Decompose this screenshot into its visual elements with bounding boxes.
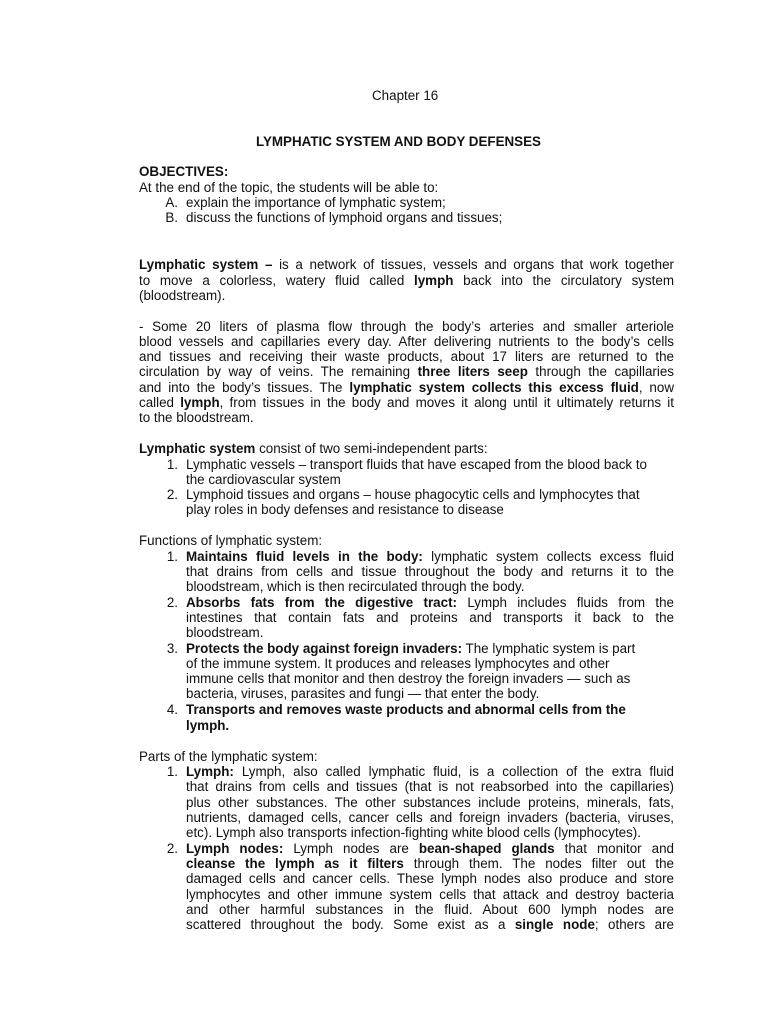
part-item: nutrients, damaged cells, cancer cells and foreign invaders (bacteria, viruses,: [186, 810, 674, 825]
list-number: 1.: [166, 764, 178, 779]
functions-heading: Functions of lymphatic system:: [139, 533, 323, 548]
part-item: cleanse the lymph as it filters through them. The nodes filter out the: [186, 856, 674, 871]
objectives-intro: At the end of the topic, the students will be able to:: [139, 180, 439, 195]
part-item: that drains from cells and tissues (that is not reabsorbed into the capillaries): [186, 779, 674, 794]
objectives-heading: OBJECTIVES:: [139, 164, 229, 179]
function-item: Transports and removes waste products and abnormal cells from the: [186, 702, 626, 717]
definition-line: to move a colorless, watery fluid called lymph back into the circulatory system: [139, 273, 674, 288]
part-item: Lymph: Lymph, also called lymphatic fluid, is a collection of the extra fluid: [186, 764, 674, 779]
plasma-line: circulation by way of veins. The remaining three liters seep through the capillaries: [139, 364, 674, 379]
part-item: scattered throughout the body. Some exist as a single node; others are: [186, 917, 674, 932]
function-item: intestines that contain fats and proteins and transports it back to the: [186, 610, 674, 625]
function-item: immune cells that monitor and then destroy the foreign invaders — such as: [186, 671, 631, 686]
list-item: Lymphatic vessels – transport fluids that have escaped from the blood back to: [186, 457, 647, 472]
parts-intro: Lymphatic system consist of two semi-independent parts:: [139, 441, 488, 456]
function-item: lymph.: [186, 718, 230, 733]
list-number: 2.: [166, 595, 178, 610]
plasma-line: and tissues and receiving their waste products, about 17 liters are returned to the: [139, 349, 674, 364]
objective-item: explain the importance of lymphatic system;: [186, 195, 446, 210]
definition-line: Lymphatic system – is a network of tissues, vessels and organs that work together: [139, 257, 674, 272]
part-item: and other harmful substances in the fluid. About 600 lymph nodes are: [186, 902, 674, 917]
part-item: etc). Lymph also transports infection-fighting white blood cells (lymphocytes).: [186, 825, 641, 840]
part-item: damaged cells and cancer cells. These lymph nodes also produce and store: [186, 871, 674, 886]
list-number: 1.: [166, 549, 178, 564]
part-item: Lymph nodes: Lymph nodes are bean-shaped glands that monitor and: [186, 841, 674, 856]
list-number: 2.: [166, 841, 178, 856]
plasma-line: - Some 20 liters of plasma flow through the body’s arteries and smaller arteriole: [139, 319, 674, 334]
function-item: Absorbs fats from the digestive tract: Lymph includes fluids from the: [186, 595, 674, 610]
definition-term: Lymphatic system –: [139, 257, 273, 272]
part-item: lymphocytes and other immune system cells that attack and destroy bacteria: [186, 887, 674, 902]
list-number: 3.: [166, 641, 178, 656]
objective-marker: B.: [165, 210, 178, 225]
list-number: 1.: [166, 457, 178, 472]
plasma-line: and into the body’s tissues. The lymphatic system collects this excess fluid, now: [139, 380, 674, 395]
function-item: that drains from cells and tissue throughout the body and returns it to the: [186, 564, 674, 579]
list-item: Lymphoid tissues and organs – house phagocytic cells and lymphocytes that: [186, 487, 640, 502]
parts-heading: Parts of the lymphatic system:: [139, 749, 318, 764]
list-number: 4.: [166, 702, 178, 717]
function-item: bacteria, viruses, parasites and fungi — that enter the body.: [186, 686, 540, 701]
definition-line: (bloodstream).: [139, 288, 226, 303]
list-item: play roles in body defenses and resistance to disease: [186, 502, 504, 517]
plasma-line: to the bloodstream.: [139, 410, 254, 425]
plasma-line: blood vessels and capillaries every day. After delivering nutrients to the body’s cells: [139, 334, 674, 349]
chapter-label: Chapter 16: [372, 88, 439, 103]
function-item: Protects the body against foreign invaders: The lymphatic system is part: [186, 641, 636, 656]
part-item: plus other substances. The other substances include proteins, minerals, fats,: [186, 795, 674, 810]
page-title: LYMPHATIC SYSTEM AND BODY DEFENSES: [256, 134, 541, 149]
objective-item: discuss the functions of lymphoid organs and tissues;: [186, 210, 503, 225]
function-item: of the immune system. It produces and releases lymphocytes and other: [186, 656, 610, 671]
list-item: the cardiovascular system: [186, 472, 341, 487]
list-number: 2.: [166, 487, 178, 502]
function-item: Maintains fluid levels in the body: lymphatic system collects excess fluid: [186, 549, 674, 564]
plasma-line: called lymph, from tissues in the body and moves it along until it ultimately returns it: [139, 395, 674, 410]
function-item: bloodstream, which is then recirculated through the body.: [186, 579, 525, 594]
function-item: bloodstream.: [186, 625, 264, 640]
objective-marker: A.: [165, 195, 178, 210]
